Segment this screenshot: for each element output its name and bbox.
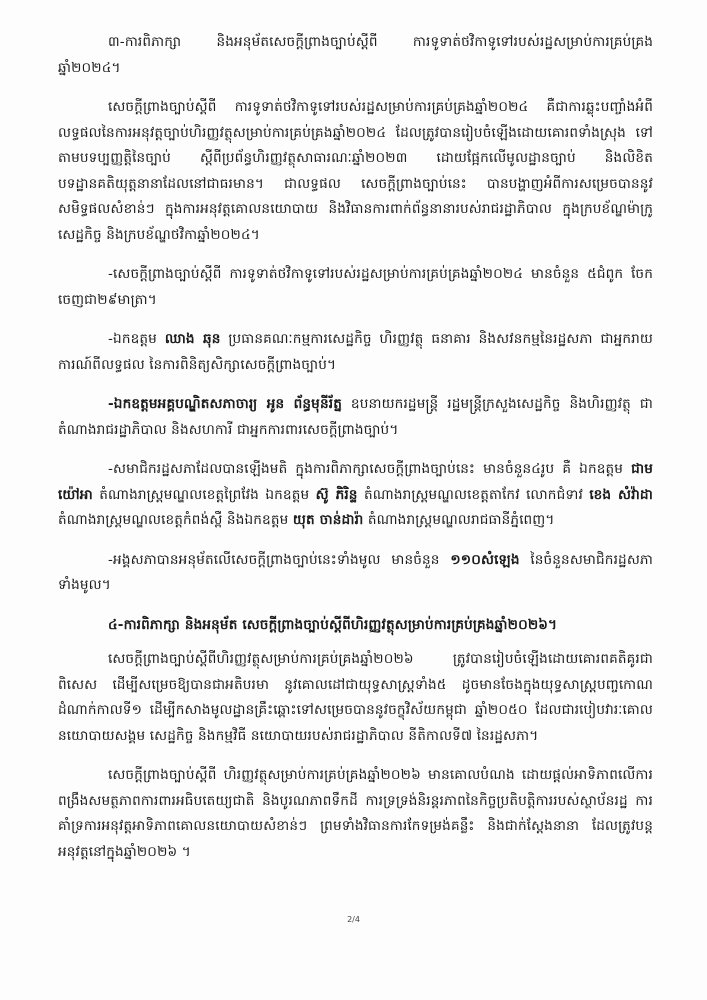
text-segment: សេចក្តីព្រាងច្បាប់ស្តីពី ការទូទាត់ថវិកាទូទៅរបស់រដ្ឋសម្រាប់ការគ្រប់គ្រងឆ្នាំ២០២៤ គឺជាការឆ្លុះបញ្ចាំងអំពីលទ្ធផលនៃការអនុវត្តច្បាប់ហិរញ្ញវត្ថុសម្រាប់ការគ្រប់គ្រងឆ្នាំ២០២៤ ដែលត្រូវបានរៀបចំឡើងដោយគោរពទាំងស្រុង ទៅតាមបទប្បញ្ញត្តិនៃច្បាប់ ស្តីពីប្រព័ន្ធហិរញ្ញវត្ថុសាធារណៈឆ្នាំ២០២៣ ដោយផ្អែកលើមូលដ្ឋានច្បាប់ និងលិខិតបទដ្ឋានគតិយុត្តនានាដែលនៅជាធរមាន។ ជាលទ្ធផល សេចក្តីព្រាងច្បាប់នេះ បានបង្ហាញអំពីការសម្រេចបាននូវសមិទ្ធផលសំខាន់ៗ ក្នុងការអនុវត្តគោលនយោបាយ និងវិធានការពាក់ព័ន្ធនានារបស់រាជរដ្ឋាភិបាល ក្នុងក្របខ័ណ្ឌម៉ាក្រូសេដ្ឋកិច្ច និងក្របខ័ណ្ឌថវិកាឆ្នាំ២០២៤។ xyxy=(58,99,653,243)
page-number: 2/4 xyxy=(347,915,360,924)
bold-text: អូន ព័ន្ធមុនីរ័ត្ន xyxy=(266,396,342,412)
paragraph-item-3-rapporteur xyxy=(58,327,653,378)
paragraph-item-4-purpose xyxy=(58,763,653,865)
text-segment: -សេចក្តីព្រាងច្បាប់ស្តីពី ការទូទាត់ថវិកាទូទៅរបស់រដ្ឋសម្រាប់ការគ្រប់គ្រងឆ្នាំ២០២៤ មានចំនួន ៥ជំពូក ចែកចេញជា២៩មាត្រា។ xyxy=(58,266,653,308)
text-segment: ឧបនាយករដ្ឋមន្ត្រី រដ្ឋមន្ត្រីក្រសួងសេដ្ឋកិច្ច និងហិរញ្ញវត្ថុ ជាតំណាងរាជរដ្ឋាភិបាល និងសហការី ជាអ្នកការពារសេចក្តីព្រាងច្បាប់។ xyxy=(58,396,653,438)
bold-text: -ឯកឧត្តមអគ្គបណ្ឌិតសភាចារ្យ xyxy=(108,396,267,412)
text-segment: -ឯកឧត្តម xyxy=(108,331,165,347)
bold-text: ខេង សំវ៉ាដា xyxy=(589,486,653,503)
text-segment: ៣-ការពិភាក្សា និងអនុម័តសេចក្តីព្រាងច្បាប់ស្តីពី ការទូទាត់ថវិកាទូទៅរបស់រដ្ឋសម្រាប់ការគ្រប់គ្រងឆ្នាំ២០២៤។ xyxy=(58,34,653,76)
paragraph-item-3-debaters xyxy=(58,457,653,534)
bold-text: ១១០សំឡេង xyxy=(450,551,520,568)
bold-text: ស៊ូ ភិរិន្ទ xyxy=(315,486,358,503)
text-segment: សេចក្តីព្រាងច្បាប់ស្តីពីហិរញ្ញវត្ថុសម្រាប់ការគ្រប់គ្រងឆ្នាំ២០២៦ ត្រូវបានរៀបចំឡើងដោយគោរពគតិគូរជាពិសេស ដើម្បីសម្រេចឱ្យបានជាអតិបរមា នូវគោលដៅជាយុទ្ធសាស្ត្រទាំង៥ ដូចមានចែងក្នុងយុទ្ធសាស្ត្របញ្ចកោណដំណាក់កាលទី១ ដើម្បីកសាងមូលដ្ឋានគ្រឹះឆ្ពោះទៅសម្រេចបាននូវចក្ខុវិស័យកម្ពុជា ឆ្នាំ២០៥០ ដែលជារបៀបវារៈគោលនយោបាយសង្គម សេដ្ឋកិច្ច និងកម្មវិធី នយោបាយរបស់រាជរដ្ឋាភិបាល នីតិកាលទី៧ នៃរដ្ឋសភា។ xyxy=(58,651,653,744)
text-segment: នៃចំនួនសមាជិករដ្ឋសភាទាំងមូល។ xyxy=(58,551,654,593)
text-segment: សេចក្តីព្រាងច្បាប់ស្តីពី ហិរញ្ញវត្ថុសម្រាប់ការគ្រប់គ្រងឆ្នាំ២០២៦ មានគោលបំណង ដោយផ្តល់អាទិភាពលើការពង្រឹងសមត្ថភាពការពារអធិបតេយ្យជាតិ និងបូរណភាពទឹកដី ការទ្រទ្រង់និរន្តរភាពនៃកិច្ចប្រតិបត្តិការរបស់ស្ថាប័នរដ្ឋ ការគាំទ្រការអនុវត្តអាទិភាពគោលនយោបាយសំខាន់ៗ ព្រមទាំងវិធានការកែទម្រង់គន្លឹះ និងជាក់ស្តែងនានា ដែលត្រូវបន្តអនុវត្តនៅក្នុងឆ្នាំ២០២៦ ។ xyxy=(58,767,653,860)
text-segment: -អង្គសភាបានអនុម័តលើសេចក្តីព្រាងច្បាប់នេះទាំងមូល មានចំនួន xyxy=(108,551,451,568)
paragraph-item-3-heading xyxy=(58,30,653,81)
paragraph-item-3-structure xyxy=(58,262,653,313)
bold-text: ឈាង ឆុន xyxy=(164,331,221,347)
paragraph-item-3-defender xyxy=(58,392,653,443)
text-segment: តំណាងរាស្ត្រមណ្ឌលខេត្តកំពង់ស្ពឺ និងឯកឧត្តម xyxy=(58,512,293,528)
bold-text: យុត ចាន់ដារ៉ា xyxy=(292,512,364,528)
text-segment: ប្រធានគណៈកម្មការសេដ្ឋកិច្ច ហិរញ្ញវត្ថុ ធនាគារ និងសវនកម្មនៃរដ្ឋសភា ជាអ្នករាយការណ៍ពីលទ្ធផល នៃការពិនិត្យសិក្សាសេចក្តីព្រាងច្បាប់។ xyxy=(58,331,654,373)
text-segment: តំណាងរាស្ត្រមណ្ឌលខេត្តព្រៃវែង ឯកឧត្តម xyxy=(92,486,316,503)
text-segment: តំណាងរាស្ត្រមណ្ឌលរាជធានីភ្នំពេញ។ xyxy=(363,512,555,528)
paragraph-item-4-summary xyxy=(58,647,653,749)
text-segment: -សមាជិករដ្ឋសភាដែលបានឡើងមតិ ក្នុងការពិភាក្សាសេចក្តីព្រាងច្បាប់នេះ មានចំនួន៤រូប គឺ ឯកឧត្តម xyxy=(108,461,632,477)
paragraph-item-3-vote xyxy=(58,548,653,599)
text-segment: តំណាងរាស្ត្រមណ្ឌលខេត្តតាកែវ លោកជំទាវ xyxy=(357,486,590,503)
document-body xyxy=(58,30,653,865)
bold-text: ៤-ការពិភាក្សា និងអនុម័ត សេចក្តីព្រាងច្បាប់ស្តីពីហិរញ្ញវត្ថុសម្រាប់ការគ្រប់គ្រងឆ្នាំ២០២៦។ xyxy=(108,616,558,633)
paragraph-item-3-summary xyxy=(58,95,653,248)
bold-text: ជាម យ៉ៅអា xyxy=(58,461,653,503)
paragraph-item-4-heading xyxy=(58,613,653,639)
